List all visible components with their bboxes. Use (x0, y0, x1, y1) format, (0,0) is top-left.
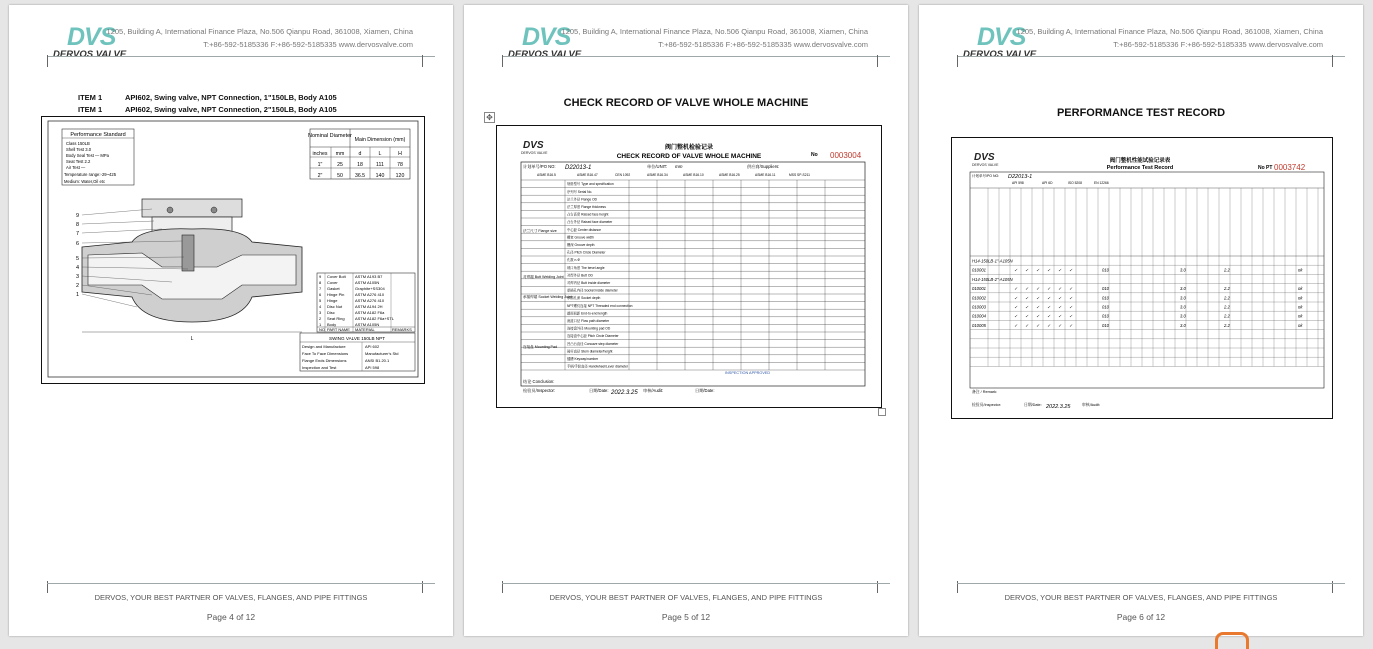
row-label: 法兰外径 Flange OD (567, 197, 598, 202)
row-label: 凸台高度 Raised face height (567, 212, 609, 217)
row-label: NPT螺纹连接 NPT Threaded end connection (567, 303, 633, 308)
group-labels (523, 228, 572, 349)
row-label: 槽宽 Groove width (567, 235, 594, 240)
svg-text:1": 1" (317, 162, 323, 168)
svg-text:ASTM A105N: ASTM A105N (355, 322, 380, 327)
svg-text:2022.3.25: 2022.3.25 (1046, 404, 1071, 410)
row-code: 010 (1102, 322, 1109, 328)
svg-text:9: 9 (319, 274, 322, 279)
row-label: 孔数 n-Φ (567, 258, 581, 263)
check-mark: ✓ (1014, 295, 1018, 301)
crop-mark (1332, 55, 1343, 67)
header-address: 1205, Building A, International Finance Plaza, No.506 Qianpu Road, 361008, Xiamen, China (561, 27, 868, 36)
header-contact: T:+86-592-5185336 F:+86-592-5185335 www.dervosvalve.com (658, 40, 868, 49)
dimension-table (308, 129, 410, 179)
row-serial: 010001 (972, 267, 986, 273)
svg-text:Body Seal Test — MPa: Body Seal Test — MPa (66, 153, 109, 158)
standards-row (537, 173, 810, 177)
svg-text:Class 150LB: Class 150LB (66, 141, 90, 146)
svg-text:8: 8 (76, 222, 80, 228)
svg-text:日期/Date:: 日期/Date: (695, 388, 715, 393)
check-mark: ✓ (1058, 322, 1062, 328)
row-label: 连接盘外径 Mounting pad OD (567, 326, 611, 331)
seat-pressure: 2.2 (1224, 286, 1230, 292)
svg-text:检验员/Inspector:: 检验员/Inspector: (972, 403, 1002, 407)
check-mark: ✓ (1047, 313, 1051, 319)
svg-text:111: 111 (376, 162, 384, 168)
page-number: Page 5 of 12 (661, 612, 711, 622)
check-mark: ✓ (1036, 304, 1040, 310)
row-label: 对焊外径 Butt OD (567, 273, 593, 278)
header-contact: T:+86-592-5185336 F:+86-592-5185335 www.dervosvalve.com (203, 40, 413, 49)
svg-text:API 6D: API 6D (1042, 181, 1053, 185)
row-serial: 010001 (972, 286, 986, 292)
svg-text:H: H (398, 151, 402, 157)
check-mark: ✓ (1069, 295, 1073, 301)
row-code: 010 (1102, 304, 1109, 310)
svg-text:6: 6 (319, 292, 322, 297)
svg-text:供应商/Suppliers:: 供应商/Suppliers: (747, 164, 780, 169)
svg-text:阀门整机检验记录: 阀门整机检验记录 (664, 145, 714, 151)
shell-pressure: 3.0 (1180, 322, 1186, 328)
check-mark: ✓ (1025, 304, 1029, 310)
svg-text:Inspection and Test: Inspection and Test (302, 365, 337, 370)
svg-text:Design and Manufacture: Design and Manufacture (302, 344, 346, 349)
footer-rule (47, 583, 435, 584)
item-list (78, 93, 337, 117)
row-serial: 010005 (972, 322, 986, 328)
svg-text:NO: NO (319, 327, 325, 332)
page-number: Page 6 of 12 (1116, 612, 1166, 622)
svg-text:MATERIAL: MATERIAL (355, 327, 375, 332)
svg-text:检验员/Inspector:: 检验员/Inspector: (523, 388, 556, 393)
row-serial: H14-150LB-1"-A105N (972, 258, 1013, 264)
check-mark: ✓ (1047, 304, 1051, 310)
svg-text:Performance Test Record: Performance Test Record (1106, 165, 1174, 171)
svg-text:5: 5 (76, 256, 80, 262)
check-mark: ✓ (1014, 286, 1018, 292)
row-label: 孔径 Pitch Circle Diameter (567, 250, 606, 255)
svg-text:日期/Date:: 日期/Date: (1024, 403, 1042, 407)
svg-text:Body: Body (327, 322, 337, 327)
svg-text:mm: mm (675, 164, 683, 169)
svg-text:6: 6 (76, 241, 80, 247)
check-mark: ✓ (1014, 322, 1018, 328)
check-mark: ✓ (1047, 286, 1051, 292)
row-label: 对焊内径 Butt inside diameter (567, 281, 611, 285)
svg-text:No: No (811, 152, 818, 158)
svg-text:Seat Test 2.2: Seat Test 2.2 (66, 159, 91, 164)
svg-text:3: 3 (319, 310, 322, 315)
row-label: 键槽 Keyway/number (567, 357, 599, 361)
svg-text:ASME B16.34: ASME B16.34 (647, 173, 668, 177)
svg-text:inches: inches (312, 151, 328, 157)
footer-slogan: DERVOS, YOUR BEST PARTNER OF VALVES, FLANGES, AND PIPE FITTINGS (1004, 593, 1278, 602)
result-ok: ok (1298, 267, 1303, 273)
footer-slogan: DERVOS, YOUR BEST PARTNER OF VALVES, FLANGES, AND PIPE FITTINGS (94, 593, 368, 602)
shell-pressure: 3.0 (1180, 286, 1186, 292)
performance-rows (972, 259, 1303, 328)
svg-text:4: 4 (76, 265, 80, 271)
svg-text:MSS SP-S211: MSS SP-S211 (789, 173, 811, 177)
spec-table (300, 333, 415, 371)
svg-text:API 598: API 598 (1012, 181, 1024, 185)
row-label: 端面间距 End-to-end length (567, 311, 608, 316)
check-mark: ✓ (1069, 322, 1073, 328)
row-serial: 010003 (972, 304, 986, 310)
header-contact: T:+86-592-5185336 F:+86-592-5185335 www.dervosvalve.com (1113, 40, 1323, 49)
page-number: Page 4 of 12 (206, 612, 256, 622)
svg-text:DERVOS VALVE: DERVOS VALVE (972, 163, 999, 167)
check-mark: ✓ (1025, 295, 1029, 301)
svg-text:5: 5 (319, 298, 322, 303)
seat-pressure: 2.2 (1224, 313, 1230, 319)
seat-pressure: 2.2 (1224, 304, 1230, 310)
row-label: 中心距 Center distance (567, 227, 601, 232)
check-mark: ✓ (1014, 304, 1018, 310)
check-mark: ✓ (1036, 322, 1040, 328)
logo-mark: DVS (67, 23, 116, 51)
check-mark: ✓ (1058, 267, 1062, 273)
form-header (972, 152, 1306, 172)
row-code: 010 (1102, 267, 1109, 273)
shell-pressure: 3.0 (1180, 313, 1186, 319)
svg-text:ASTM A182 F6a+STL: ASTM A182 F6a+STL (355, 316, 395, 321)
svg-text:Nominal Diameter: Nominal Diameter (307, 133, 353, 139)
svg-text:120: 120 (395, 173, 405, 179)
svg-text:L: L (378, 151, 382, 157)
seat-pressure: 2.2 (1224, 267, 1230, 273)
row-label: 连接盘中心距 Pitch Circle Diameter (567, 334, 619, 339)
row-label: 手柄/手轮直径 Handwheel/Lever diameter (567, 364, 629, 369)
svg-text:对焊端 Butt Welding Joint: 对焊端 Butt Welding Joint (523, 275, 564, 279)
svg-text:2022.3.25: 2022.3.25 (611, 390, 638, 396)
svg-text:EN 12266: EN 12266 (1094, 181, 1109, 185)
svg-text:No PT: No PT (1258, 165, 1273, 171)
svg-text:Hinge Pin: Hinge Pin (327, 292, 345, 297)
svg-text:法兰尺寸 Flange size: 法兰尺寸 Flange size (523, 229, 557, 233)
result-ok: ok (1298, 322, 1303, 328)
svg-text:Shell Test 3.0: Shell Test 3.0 (66, 147, 92, 152)
logo-mark: DVS (977, 23, 1026, 51)
svg-text:Disc Nut: Disc Nut (327, 304, 343, 309)
check-mark: ✓ (1014, 267, 1018, 273)
header-address: 1205, Building A, International Finance Plaza, No.506 Qianpu Road, 361008, Xiamen, China (1016, 27, 1323, 36)
svg-text:Hinge: Hinge (327, 298, 338, 303)
shell-pressure: 3.0 (1180, 267, 1186, 273)
svg-text:API 602: API 602 (365, 344, 380, 349)
result-ok: ok (1298, 286, 1303, 292)
check-mark: ✓ (1058, 286, 1062, 292)
svg-text:SWING VALVE 150LB NPT: SWING VALVE 150LB NPT (329, 336, 385, 341)
table-move-handle-icon[interactable]: ✥ (484, 112, 495, 123)
check-mark: ✓ (1047, 322, 1051, 328)
svg-text:D22013-1: D22013-1 (1008, 174, 1033, 180)
svg-text:Gasket: Gasket (327, 286, 340, 291)
check-mark: ✓ (1025, 267, 1029, 273)
svg-text:PART NAME: PART NAME (327, 327, 350, 332)
check-mark: ✓ (1058, 304, 1062, 310)
crop-mark (947, 55, 958, 67)
header-rule (47, 56, 435, 57)
header-address: 1205, Building A, International Finance Plaza, No.506 Qianpu Road, 361008, Xiamen, China (106, 27, 413, 36)
check-mark: ✓ (1047, 295, 1051, 301)
svg-text:Performance Standard: Performance Standard (70, 132, 126, 138)
svg-text:7: 7 (76, 231, 80, 237)
svg-text:连接盘 Mounting Pad: 连接盘 Mounting Pad (523, 345, 557, 349)
page-title: CHECK RECORD OF VALVE WHOLE MACHINE (563, 97, 809, 109)
row-code: 010 (1102, 313, 1109, 319)
check-mark: ✓ (1025, 322, 1029, 328)
svg-text:审核/Audit:: 审核/Audit: (643, 388, 664, 393)
svg-text:Main Dimension (mm): Main Dimension (mm) (354, 137, 406, 143)
svg-text:DERVOS VALVE: DERVOS VALVE (521, 151, 548, 155)
row-label: 槽深 Groove depth (567, 243, 595, 247)
row-label: 承插孔内径 Socket inside diameter (567, 288, 618, 293)
svg-text:Cover Bolt: Cover Bolt (327, 274, 346, 279)
standards-row (1012, 181, 1109, 185)
row-label: 坡口角度 The bevel angle (567, 265, 605, 270)
svg-text:Disc: Disc (327, 310, 335, 315)
check-mark: ✓ (1036, 295, 1040, 301)
document-page-4 (9, 5, 453, 636)
svg-text:计划单号/PO NO:: 计划单号/PO NO: (972, 174, 1000, 178)
row-code: 010 (1102, 286, 1109, 292)
svg-text:ASTM A276 410: ASTM A276 410 (355, 292, 385, 297)
item-line: ITEM 1 API602, Swing valve, NPT Connection, 1"150LB, Body A105 (78, 93, 337, 102)
result-ok: ok (1298, 313, 1303, 319)
crop-mark (37, 55, 48, 67)
row-label: 流道口径 Flow path diameter (567, 319, 610, 323)
page-title: PERFORMANCE TEST RECORD (1056, 107, 1226, 119)
svg-text:CHECK RECORD OF VALVE WHOLE MA: CHECK RECORD OF VALVE WHOLE MACHINE (616, 153, 762, 160)
svg-text:DVS: DVS (974, 152, 995, 163)
crop-mark (492, 55, 503, 67)
svg-text:L: L (190, 336, 194, 342)
svg-text:CEN 1092: CEN 1092 (615, 173, 631, 177)
svg-text:计划单号/PO NO:: 计划单号/PO NO: (523, 164, 556, 169)
svg-text:Flange Ends Dimensions: Flange Ends Dimensions (302, 358, 347, 363)
svg-text:ASME B16.10: ASME B16.10 (683, 173, 704, 177)
row-code: 010 (1102, 295, 1109, 301)
bill-of-materials (317, 273, 415, 332)
logo-subtitle: DERVOS VALVE (963, 49, 1037, 60)
svg-text:2: 2 (319, 316, 322, 321)
performance-grid (970, 188, 1324, 366)
svg-text:单位/UNIT:: 单位/UNIT: (647, 164, 668, 169)
svg-text:1: 1 (319, 322, 322, 327)
result-ok: ok (1298, 295, 1303, 301)
performance-standard-table (62, 129, 134, 185)
document-page-6 (919, 5, 1363, 636)
form-number: 0003742 (1274, 163, 1306, 172)
row-serial: 010004 (972, 313, 986, 319)
footer-rule (957, 583, 1345, 584)
check-mark: ✓ (1014, 313, 1018, 319)
check-mark: ✓ (1058, 313, 1062, 319)
footer-slogan: DERVOS, YOUR BEST PARTNER OF VALVES, FLANGES, AND PIPE FITTINGS (549, 593, 823, 602)
svg-text:4: 4 (319, 304, 322, 309)
check-mark: ✓ (1058, 295, 1062, 301)
svg-text:结论 Conclusion:: 结论 Conclusion: (523, 379, 555, 384)
svg-text:25: 25 (337, 162, 343, 168)
svg-text:Cover: Cover (327, 280, 338, 285)
svg-text:2: 2 (76, 283, 80, 289)
item-line: ITEM 1 API602, Swing valve, NPT Connection, 2"150LB, Body A105 (78, 105, 337, 114)
row-label: 规格型号 Type and specification (567, 182, 614, 187)
form-header (521, 140, 862, 160)
crop-mark (422, 55, 433, 67)
row-label: 阀杆直径 Stem diameter/height (567, 349, 613, 354)
svg-text:ASME B16.47: ASME B16.47 (577, 173, 598, 177)
row-labels (567, 181, 633, 368)
image-resize-handle[interactable] (878, 408, 886, 416)
form-number: 0003004 (830, 151, 862, 160)
svg-text:Air Test —: Air Test — (66, 165, 86, 170)
svg-text:2": 2" (317, 173, 323, 179)
svg-text:ASTM A182 F6a: ASTM A182 F6a (355, 310, 385, 315)
check-mark: ✓ (1047, 267, 1051, 273)
check-mark: ✓ (1025, 313, 1029, 319)
svg-text:36.5: 36.5 (354, 173, 366, 179)
svg-text:140: 140 (375, 173, 385, 179)
svg-text:3: 3 (76, 274, 80, 280)
row-label: 序列号 Serial No. (567, 189, 593, 194)
check-mark: ✓ (1036, 267, 1040, 273)
svg-text:d: d (358, 151, 362, 157)
footer-rule (502, 583, 890, 584)
svg-text:1: 1 (76, 292, 80, 298)
seat-pressure: 2.2 (1224, 322, 1230, 328)
row-serial: H14-150LB-2"-A105N (972, 276, 1013, 282)
svg-text:50: 50 (337, 173, 343, 179)
po-handwritten: D22013-1 (565, 165, 592, 171)
valve-cross-section (76, 199, 302, 342)
check-mark: ✓ (1069, 304, 1073, 310)
row-label: 承插孔深 Socket depth (567, 296, 601, 301)
crop-mark (877, 55, 888, 67)
shell-pressure: 3.0 (1180, 304, 1186, 310)
svg-text:7: 7 (319, 286, 322, 291)
svg-text:备注 / Remark:: 备注 / Remark: (972, 390, 998, 394)
svg-text:ASTM A193 B7: ASTM A193 B7 (355, 274, 383, 279)
row-label: 法兰厚度 Flange thickness (567, 205, 606, 209)
svg-text:审核/Audit:: 审核/Audit: (1082, 403, 1101, 407)
svg-text:mm: mm (335, 151, 345, 157)
logo-mark: DVS (522, 23, 571, 51)
svg-text:ISO 5208: ISO 5208 (1068, 181, 1082, 185)
svg-text:API 598: API 598 (365, 365, 380, 370)
svg-text:18: 18 (357, 162, 363, 168)
shell-pressure: 3.0 (1180, 295, 1186, 301)
valve-drawing[interactable] (41, 116, 425, 384)
svg-text:REMARKS: REMARKS (392, 327, 412, 332)
svg-text:ASTM A194 2H: ASTM A194 2H (355, 304, 383, 309)
svg-text:ASME B16.11: ASME B16.11 (755, 173, 776, 177)
row-label: 凸台外径 Raised face diameter (567, 220, 613, 225)
result-ok: ok (1298, 304, 1303, 310)
logo-subtitle: DERVOS VALVE (508, 49, 582, 60)
svg-text:Seat Ring: Seat Ring (327, 316, 345, 321)
check-record-scan[interactable] (496, 125, 882, 408)
svg-text:ASTM A105N: ASTM A105N (355, 280, 380, 285)
svg-text:ANSI B1.20.1: ANSI B1.20.1 (365, 358, 390, 363)
header-rule (502, 56, 890, 57)
performance-test-scan[interactable] (951, 137, 1333, 419)
header-rule (957, 56, 1345, 57)
svg-text:承插焊端 Socket Welding Joint: 承插焊端 Socket Welding Joint (523, 295, 572, 299)
row-serial: 010002 (972, 295, 986, 301)
svg-text:DVS: DVS (523, 140, 544, 151)
svg-text:ASME B16.25: ASME B16.25 (719, 173, 740, 177)
svg-text:Graphite+SS304: Graphite+SS304 (355, 286, 385, 291)
inspection-stamp: INSPECTION APPROVED (725, 371, 771, 375)
seat-pressure: 2.2 (1224, 295, 1230, 301)
document-page-5 (464, 5, 908, 636)
check-mark: ✓ (1036, 313, 1040, 319)
svg-text:ASTM A276 410: ASTM A276 410 (355, 298, 385, 303)
svg-text:ASME B16.5: ASME B16.5 (537, 173, 556, 177)
check-mark: ✓ (1069, 286, 1073, 292)
check-mark: ✓ (1036, 286, 1040, 292)
svg-text:Medium: Water,Oil etc: Medium: Water,Oil etc (64, 179, 106, 184)
row-label: 凹凸台直径 Concave step diameter (567, 341, 619, 346)
svg-text:78: 78 (397, 162, 403, 168)
svg-text:9: 9 (76, 213, 80, 219)
svg-text:阀门整机性能试验记录表: 阀门整机性能试验记录表 (1109, 158, 1171, 164)
svg-text:日期/Date:: 日期/Date: (589, 388, 609, 393)
svg-text:Face To Face Dimensions: Face To Face Dimensions (302, 351, 349, 356)
svg-text:Temperature range:-29~425: Temperature range:-29~425 (64, 172, 117, 177)
svg-text:Manufacturer's Std: Manufacturer's Std (365, 351, 399, 356)
svg-text:8: 8 (319, 280, 322, 285)
logo-subtitle: DERVOS VALVE (53, 49, 127, 60)
check-mark: ✓ (1069, 313, 1073, 319)
check-mark: ✓ (1025, 286, 1029, 292)
check-mark: ✓ (1069, 267, 1073, 273)
